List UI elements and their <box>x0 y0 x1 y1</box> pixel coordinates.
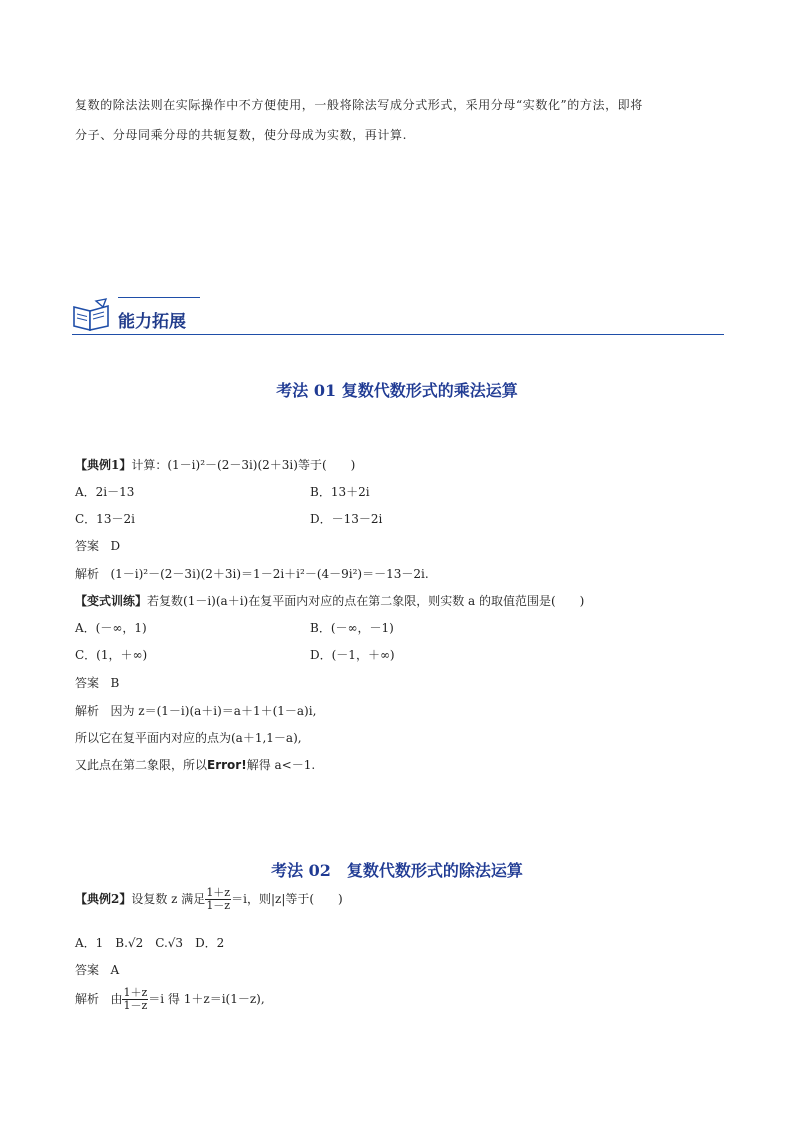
variant-question <box>75 591 584 611</box>
error-text: Error! <box>207 758 247 772</box>
variant-answer <box>75 673 119 693</box>
solution-text-suffix: ＝i 得 1＋z＝i(1－z), <box>148 992 265 1006</box>
example1-option-d: D．－13－2i <box>310 512 383 526</box>
section-title-overline <box>118 297 200 298</box>
answer-label: 答案 <box>75 539 100 553</box>
solution-text: (1－i)²－(2－3i)(2＋3i)＝1－2i＋i²－(4－9i²)＝－13－2i. <box>110 567 429 581</box>
answer-label: 答案 <box>75 676 100 690</box>
example1-answer <box>75 536 120 556</box>
solution-text: 解得 a<－1. <box>246 758 316 772</box>
solution-text: 由 <box>110 992 123 1006</box>
solution-text: 因为 z＝(1－i)(a＋i)＝a＋1＋(1－a)i, <box>110 704 317 718</box>
answer-value: A <box>110 963 120 977</box>
example1-option-c: C．13－2i <box>75 512 135 526</box>
fraction-numerator: 1＋z <box>123 986 148 999</box>
variant-solution-line-1 <box>75 701 316 721</box>
variant-solution-line-3 <box>75 755 315 775</box>
method1-heading: 考法 01 复数代数形式的乘法运算 <box>276 381 518 400</box>
example2-text-suffix: ＝i，则|z|等于( ) <box>231 892 343 906</box>
example1-option-a: A．2i－13 <box>75 485 135 499</box>
example2-tag: 【典例2】 <box>75 892 132 906</box>
variant-solution-line-2: 所以它在复平面内对应的点为(a＋1,1－a), <box>75 731 302 745</box>
variant-option-d: D．(－1，＋∞) <box>310 648 395 662</box>
answer-value: D <box>110 539 121 553</box>
solution-label: 解析 <box>75 992 100 1006</box>
variant-option-c: C．(1，＋∞) <box>75 648 148 662</box>
variant-tag: 【变式训练】 <box>75 594 148 608</box>
answer-label: 答案 <box>75 963 100 977</box>
example1-tag: 【典例1】 <box>75 458 132 472</box>
fraction-numerator: 1＋z <box>206 886 231 899</box>
solution-label: 解析 <box>75 567 100 581</box>
example2-question <box>75 887 343 912</box>
solution-text: 又此点在第二象限，所以 <box>75 758 208 772</box>
section-divider <box>72 334 724 335</box>
book-pen-icon <box>72 297 112 333</box>
fraction-denominator: 1－z <box>206 899 231 912</box>
variant-text: 若复数(1－i)(a＋i)在复平面内对应的点在第二象限，则实数 a 的取值范围是( ) <box>147 594 585 608</box>
fraction <box>205 887 231 912</box>
example1-solution <box>75 564 429 584</box>
fraction <box>122 987 148 1012</box>
method2-heading: 考法 02 复数代数形式的除法运算 <box>271 861 523 880</box>
example2-answer <box>75 960 119 980</box>
intro-line-2: 分子、分母同乘分母的共轭复数，使分母成为实数，再计算. <box>75 128 408 142</box>
example1-question <box>75 455 355 475</box>
variant-option-b: B．(－∞，－1) <box>310 621 394 635</box>
example1-option-b: B．13＋2i <box>310 485 370 499</box>
example2-options: A．1 B.√2 C.√3 D．2 <box>75 936 225 950</box>
solution-label: 解析 <box>75 704 100 718</box>
intro-line-1: 复数的除法法则在实际操作中不方便使用，一般将除法写成分式形式，采用分母“实数化”的方法，即将 <box>75 98 643 112</box>
example1-text: 计算：(1－i)²－(2－3i)(2＋3i)等于( ) <box>131 458 356 472</box>
intro-paragraph <box>75 90 725 150</box>
section-title: 能力拓展 <box>118 312 186 332</box>
example2-solution <box>75 987 265 1012</box>
answer-value: B <box>110 676 120 690</box>
variant-option-a: A．(－∞，1) <box>75 621 147 635</box>
fraction-denominator: 1－z <box>123 999 148 1012</box>
example2-text: 设复数 z 满足 <box>131 892 206 906</box>
